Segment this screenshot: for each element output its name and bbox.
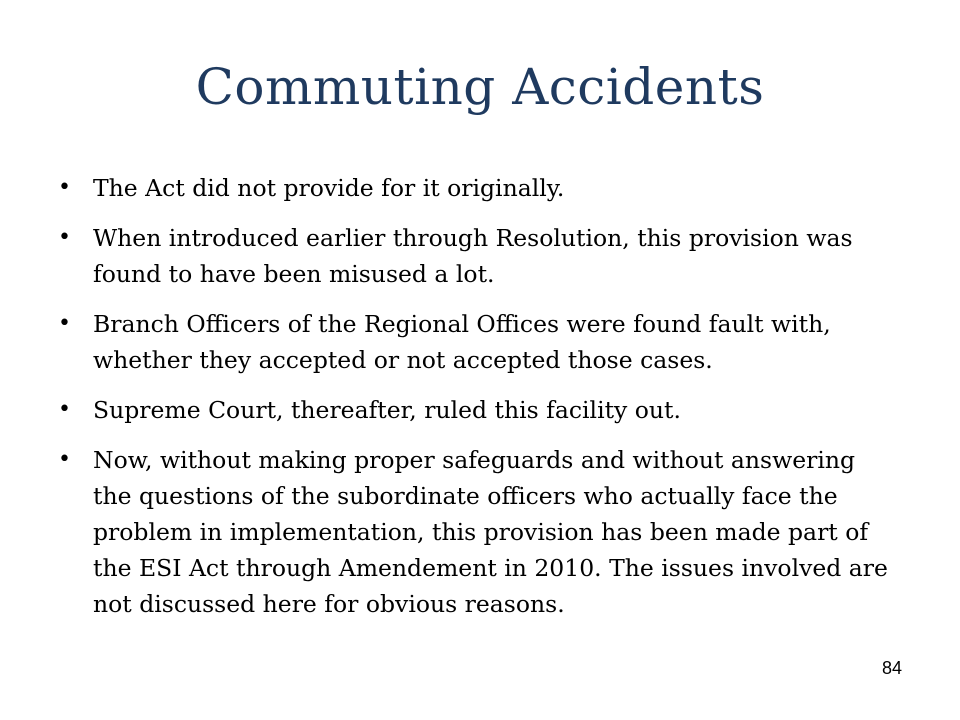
- bullet-text: Supreme Court, thereafter, ruled this facility out.: [93, 396, 681, 424]
- bullet-icon: •: [58, 397, 71, 422]
- bullet-icon: •: [58, 447, 71, 472]
- bullet-text: When introduced earlier through Resolution, this provision was found to have been misused a lot.: [93, 224, 853, 288]
- bullet-item: [58, 442, 898, 622]
- bullet-item: [58, 170, 898, 206]
- bullet-item: [58, 220, 898, 292]
- bullet-text: Now, without making proper safeguards and without answering the questions of the subordinate officers who actually face the problem in implementation, this provision has been made part of the ESI Act through Amendement in 2010. The issues involved are not discussed here for obvious reasons.: [93, 446, 888, 618]
- bullet-list: [58, 170, 898, 636]
- bullet-icon: •: [58, 311, 71, 336]
- bullet-text: The Act did not provide for it originally.: [93, 174, 565, 202]
- bullet-icon: •: [58, 225, 71, 250]
- bullet-text: Branch Officers of the Regional Offices were found fault with, whether they accepted or not accepted those cases.: [93, 310, 831, 374]
- page-number: 84: [881, 658, 902, 678]
- bullet-icon: •: [58, 175, 71, 200]
- bullet-item: [58, 392, 898, 428]
- slide-title: Commuting Accidents: [195, 58, 765, 116]
- bullet-item: [58, 306, 898, 378]
